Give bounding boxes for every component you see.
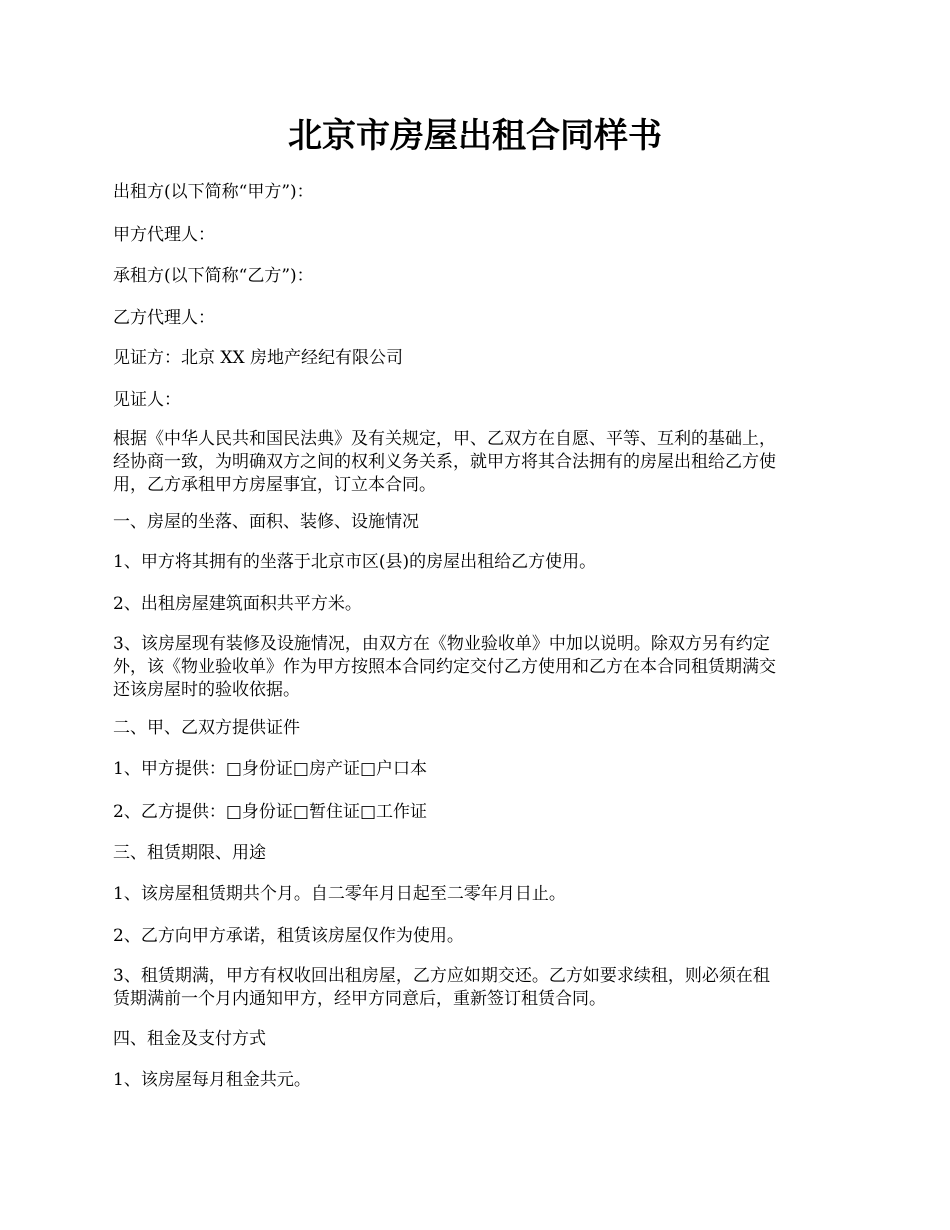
section1-item2: 2、出租房屋建筑面积共平方米。	[113, 594, 362, 614]
lessee-line: 承租方(以下简称“乙方”)：	[113, 266, 314, 286]
section3-item3-line: 赁期满前一个月内通知甲方，经甲方同意后，重新签订租赁合同。	[113, 989, 606, 1009]
section1-heading: 一、房屋的坐落、面积、装修、设施情况	[113, 512, 419, 532]
section2-heading: 二、甲、乙双方提供证件	[113, 718, 300, 738]
section3-heading: 三、租赁期限、用途	[113, 843, 266, 863]
section4-heading: 四、租金及支付方式	[113, 1029, 266, 1049]
section1-item1: 1、甲方将其拥有的坐落于北京市区(县)的房屋出租给乙方使用。	[113, 552, 597, 572]
section3-item1: 1、该房屋租赁期共个月。自二零年月日起至二零年月日止。	[113, 884, 566, 904]
preamble-line: 用，乙方承租甲方房屋事宜，订立本合同。	[113, 475, 436, 495]
preamble-line: 经协商一致，为明确双方之间的权利义务关系，就甲方将其合法拥有的房屋出租给乙方使	[113, 452, 776, 472]
section2-item2: 2、乙方提供：□身份证□暂住证□工作证	[113, 802, 428, 822]
lessee-agent-line: 乙方代理人：	[113, 308, 215, 328]
preamble-paragraph	[113, 428, 841, 497]
section3-item3-line: 3、租赁期满，甲方有权收回出租房屋，乙方应如期交还。乙方如要求续租，则必须在租	[113, 966, 770, 986]
section1-item3-line: 外，该《物业验收单》作为甲方按照本合同约定交付乙方使用和乙方在本合同租赁期满交	[113, 657, 776, 677]
section3-item2: 2、乙方向甲方承诺，租赁该房屋仅作为使用。	[113, 926, 464, 946]
section1-item3-line: 3、该房屋现有装修及设施情况，由双方在《物业验收单》中加以说明。除双方另有约定	[113, 634, 770, 654]
lessor-line: 出租方(以下简称“甲方”)：	[113, 182, 314, 202]
document-title: 北京市房屋出租合同样书	[288, 116, 662, 156]
section3-item3	[113, 965, 841, 1011]
section1-item3	[113, 633, 841, 702]
witness-person-line: 见证人：	[113, 390, 181, 410]
section2-item1: 1、甲方提供：□身份证□房产证□户口本	[113, 759, 428, 779]
lessor-agent-line: 甲方代理人：	[113, 225, 215, 245]
witness-party-line: 见证方：北京 XX 房地产经纪有限公司	[113, 348, 404, 368]
preamble-line: 根据《中华人民共和国民法典》及有关规定，甲、乙双方在自愿、平等、互利的基础上，	[113, 429, 776, 449]
section4-item1: 1、该房屋每月租金共元。	[113, 1070, 311, 1090]
section1-item3-line: 还该房屋时的验收依据。	[113, 680, 300, 700]
